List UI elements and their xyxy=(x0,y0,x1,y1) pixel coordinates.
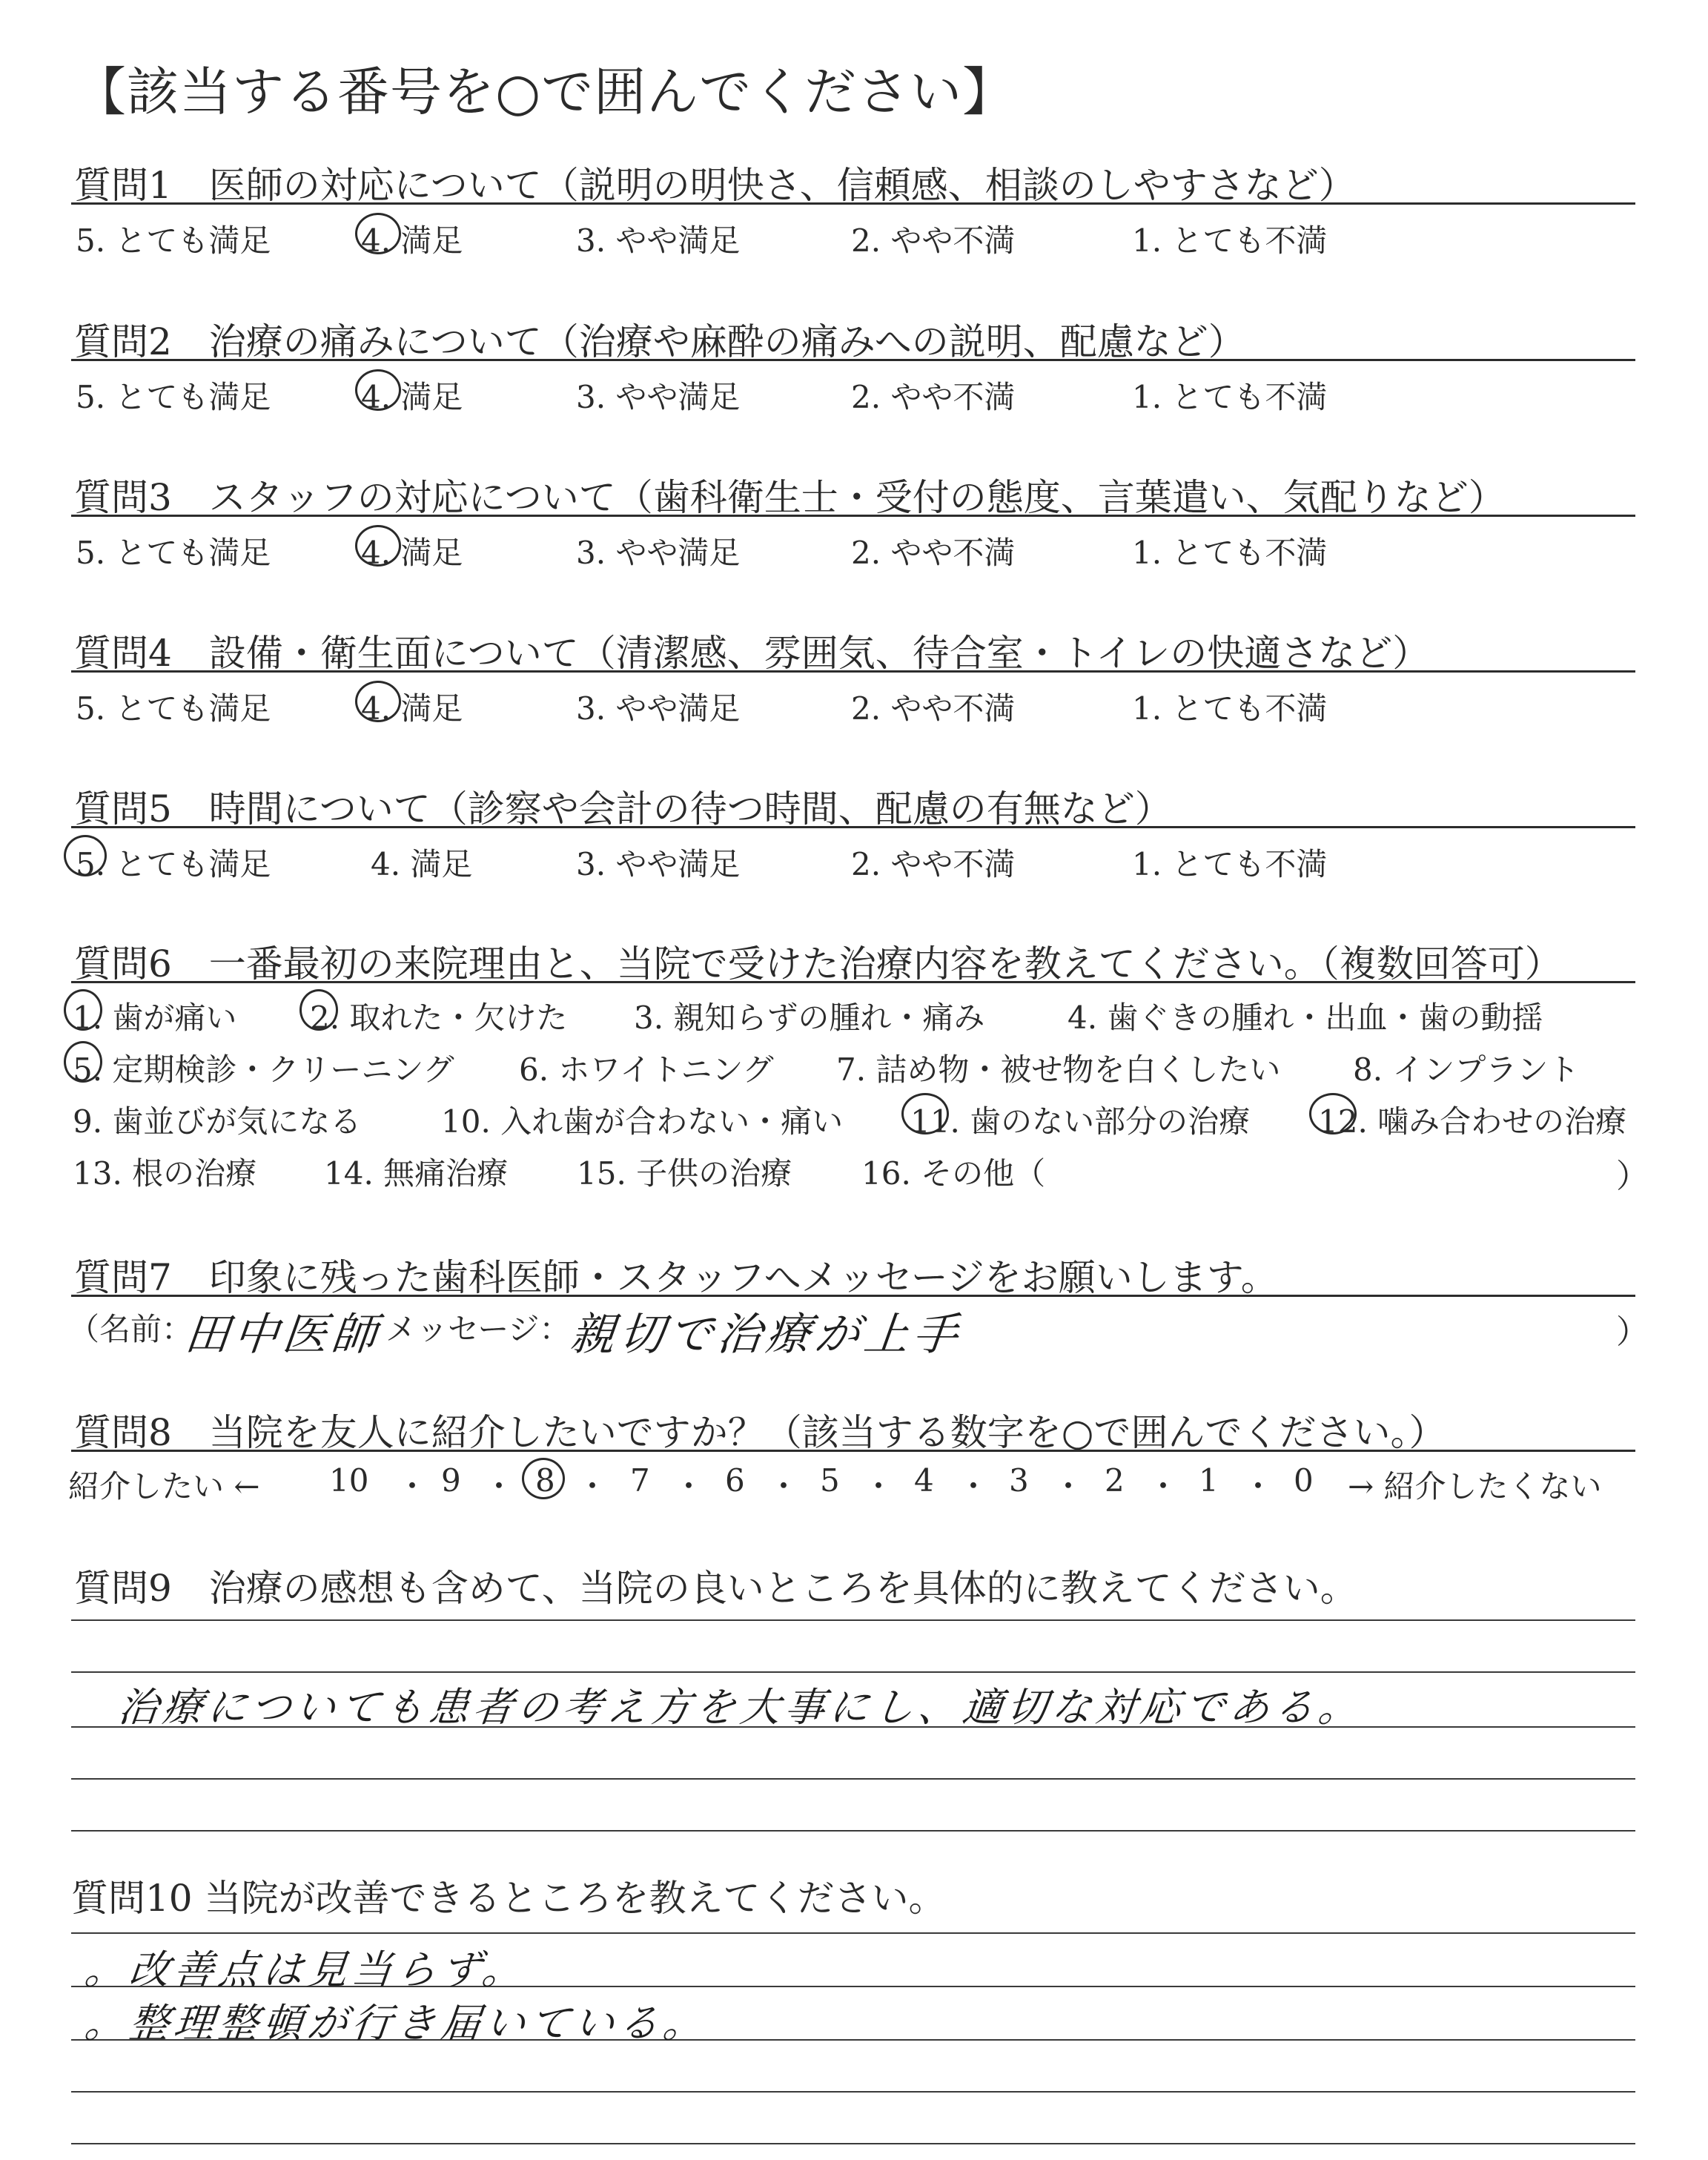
q8-score-3[interactable]: 3 xyxy=(1009,1462,1029,1499)
q1-selection-circle xyxy=(355,213,401,254)
q5-option-1[interactable]: 1. とても不満 xyxy=(1132,846,1328,882)
q6-option-5-circle xyxy=(64,1041,102,1083)
page-title: 【該当する番号を○で囲んでください】 xyxy=(74,62,1016,122)
q5-option-4[interactable]: 4. 満足 xyxy=(371,846,473,882)
question-2-heading: 質問2 治療の痛みについて（治療や麻酔の痛みへの説明、配慮など） xyxy=(74,320,1245,363)
q6-other-close-paren: ） xyxy=(1616,1157,1649,1195)
q8-score-1[interactable]: 1 xyxy=(1199,1462,1219,1499)
q6-option-9[interactable]: 9. 歯並びが気になる xyxy=(73,1103,362,1140)
q8-dot: ・ xyxy=(958,1468,990,1505)
q6-option-13[interactable]: 13. 根の治療 xyxy=(73,1155,257,1192)
question-7-heading: 質問7 印象に残った歯科医師・スタッフへメッセージをお願いします。 xyxy=(74,1256,1278,1299)
q6-option-1-circle xyxy=(64,989,102,1031)
q8-left-label: 紹介したい ← xyxy=(68,1468,260,1505)
q8-dot: ・ xyxy=(673,1468,705,1505)
q7-message-label: メッセージ： xyxy=(385,1311,571,1347)
question-7-rule xyxy=(71,1295,1635,1297)
q3-option-5[interactable]: 5. とても満足 xyxy=(76,535,271,571)
question-6-rule xyxy=(71,981,1635,983)
q3-option-1[interactable]: 1. とても不満 xyxy=(1132,535,1328,571)
q4-option-1[interactable]: 1. とても不満 xyxy=(1132,690,1328,727)
q8-score-9[interactable]: 9 xyxy=(441,1462,461,1499)
q4-option-5[interactable]: 5. とても満足 xyxy=(76,690,271,727)
question-4-rule xyxy=(71,670,1635,673)
q9-writing-line xyxy=(71,1778,1635,1780)
q5-selection-circle xyxy=(64,835,107,876)
q10-handwritten-answer-1[interactable]: 。改善点は見当らず。 xyxy=(82,1946,529,1993)
q6-option-11-circle xyxy=(901,1093,949,1135)
q6-option-2-circle xyxy=(299,989,338,1031)
question-4-heading: 質問4 設備・衛生面について（清潔感、雰囲気、待合室・トイレの快適さなど） xyxy=(74,632,1430,675)
q6-option-1[interactable]: 1. 歯が痛い xyxy=(73,1000,237,1036)
q8-score-4[interactable]: 4 xyxy=(914,1462,934,1499)
q6-option-14[interactable]: 14. 無痛治療 xyxy=(324,1155,509,1192)
q3-option-4[interactable]: 4. 満足 xyxy=(361,535,463,571)
q8-score-2[interactable]: 2 xyxy=(1105,1462,1125,1499)
q6-option-6[interactable]: 6. ホワイトニング xyxy=(519,1051,774,1088)
q6-option-16[interactable]: 16. その他（ xyxy=(861,1155,1046,1192)
q8-dot: ・ xyxy=(397,1468,428,1505)
q3-selection-circle xyxy=(355,525,401,567)
q5-option-3[interactable]: 3. やや満足 xyxy=(576,846,741,882)
question-5-heading: 質問5 時間について（診察や会計の待つ時間、配慮の有無など） xyxy=(74,787,1172,830)
q1-option-1[interactable]: 1. とても不満 xyxy=(1132,222,1328,259)
q2-option-4[interactable]: 4. 満足 xyxy=(361,379,463,415)
q2-option-2[interactable]: 2. やや不満 xyxy=(851,379,1016,415)
question-9-heading: 質問9 治療の感想も含めて、当院の良いところを具体的に教えてください。 xyxy=(74,1567,1357,1610)
q8-dot: ・ xyxy=(1242,1468,1274,1505)
q1-option-2[interactable]: 2. やや不満 xyxy=(851,222,1016,259)
question-8-rule xyxy=(71,1450,1635,1452)
q8-dot: ・ xyxy=(1053,1468,1085,1505)
q8-dot: ・ xyxy=(577,1468,609,1505)
q2-selection-circle xyxy=(355,369,401,411)
q8-dot: ・ xyxy=(1148,1468,1179,1505)
q4-option-3[interactable]: 3. やや満足 xyxy=(576,690,741,727)
q9-writing-line xyxy=(71,1830,1635,1832)
q2-option-1[interactable]: 1. とても不満 xyxy=(1132,379,1328,415)
q6-option-12[interactable]: 12. 噛み合わせの治療 xyxy=(1318,1103,1627,1140)
q6-option-5[interactable]: 5. 定期検診・クリーニング xyxy=(73,1051,454,1088)
q10-writing-line xyxy=(71,2091,1635,2093)
question-3-heading: 質問3 スタッフの対応について（歯科衛生士・受付の態度、言葉遣い、気配りなど） xyxy=(74,476,1506,519)
q3-option-3[interactable]: 3. やや満足 xyxy=(576,535,741,571)
q2-option-5[interactable]: 5. とても満足 xyxy=(76,379,271,415)
q5-option-5[interactable]: 5. とても満足 xyxy=(76,846,271,882)
q8-dot: ・ xyxy=(483,1468,515,1505)
question-3-rule xyxy=(71,515,1635,517)
q6-option-8[interactable]: 8. インプラント xyxy=(1353,1051,1580,1088)
q6-option-3[interactable]: 3. 親知らずの腫れ・痛み xyxy=(634,1000,985,1036)
q10-writing-line xyxy=(71,2143,1635,2144)
q9-writing-line xyxy=(71,1619,1635,1621)
q1-option-5[interactable]: 5. とても満足 xyxy=(76,222,271,259)
q8-score-5[interactable]: 5 xyxy=(820,1462,840,1499)
q1-option-4[interactable]: 4. 満足 xyxy=(361,222,463,259)
question-1-rule xyxy=(71,202,1635,205)
q6-option-7[interactable]: 7. 詰め物・被せ物を白くしたい xyxy=(836,1051,1281,1088)
q4-selection-circle xyxy=(355,681,401,722)
q5-option-2[interactable]: 2. やや不満 xyxy=(851,846,1016,882)
question-10-heading: 質問10 当院が改善できるところを教えてください。 xyxy=(71,1877,946,1920)
q10-handwritten-answer-2[interactable]: 。整理整頓が行き届いている。 xyxy=(82,2000,710,2047)
question-8-heading: 質問8 当院を友人に紹介したいですか？（該当する数字を○で囲んでください。） xyxy=(74,1411,1446,1454)
question-1-heading: 質問1 医師の対応について（説明の明快さ、信頼感、相談のしやすさなど） xyxy=(74,164,1356,207)
q10-writing-line xyxy=(71,1932,1635,1934)
q6-option-12-circle xyxy=(1309,1093,1357,1135)
q6-option-10[interactable]: 10. 入れ歯が合わない・痛い xyxy=(441,1103,844,1140)
q6-option-15[interactable]: 15. 子供の治療 xyxy=(577,1155,792,1192)
q8-score-10[interactable]: 10 xyxy=(329,1462,369,1499)
q8-selection-circle xyxy=(522,1458,565,1499)
q8-right-label: → 紹介したくない xyxy=(1348,1468,1602,1505)
q4-option-4[interactable]: 4. 満足 xyxy=(361,690,463,727)
q6-option-4[interactable]: 4. 歯ぐきの腫れ・出血・歯の動揺 xyxy=(1068,1000,1543,1036)
q7-name-handwritten[interactable]: 田中医師 xyxy=(182,1309,384,1361)
q8-dot: ・ xyxy=(768,1468,800,1505)
q8-score-8[interactable]: 8 xyxy=(535,1462,555,1499)
q8-score-6[interactable]: 6 xyxy=(725,1462,745,1499)
q8-dot: ・ xyxy=(863,1468,895,1505)
q8-score-0[interactable]: 0 xyxy=(1294,1462,1314,1499)
q9-writing-line xyxy=(71,1671,1635,1673)
q3-option-2[interactable]: 2. やや不満 xyxy=(851,535,1016,571)
q1-option-3[interactable]: 3. やや満足 xyxy=(576,222,741,259)
q6-option-11[interactable]: 11. 歯のない部分の治療 xyxy=(910,1103,1251,1140)
q8-score-7[interactable]: 7 xyxy=(630,1462,650,1499)
q6-option-2[interactable]: 2. 取れた・欠けた xyxy=(310,1000,568,1036)
question-5-rule xyxy=(71,826,1635,828)
q7-name-label: （名前： xyxy=(68,1311,193,1347)
q7-close-paren: ） xyxy=(1616,1313,1649,1351)
q4-option-2[interactable]: 2. やや不満 xyxy=(851,690,1016,727)
q7-message-handwritten[interactable]: 親切で治療が上手 xyxy=(567,1309,965,1361)
q2-option-3[interactable]: 3. やや満足 xyxy=(576,379,741,415)
question-2-rule xyxy=(71,359,1635,361)
question-6-heading: 質問6 一番最初の来院理由と、当院で受けた治療内容を教えてください。（複数回答可） xyxy=(74,942,1562,985)
q9-handwritten-answer[interactable]: 治療についても患者の考え方を大事にし、適切な対応である。 xyxy=(116,1684,1366,1731)
